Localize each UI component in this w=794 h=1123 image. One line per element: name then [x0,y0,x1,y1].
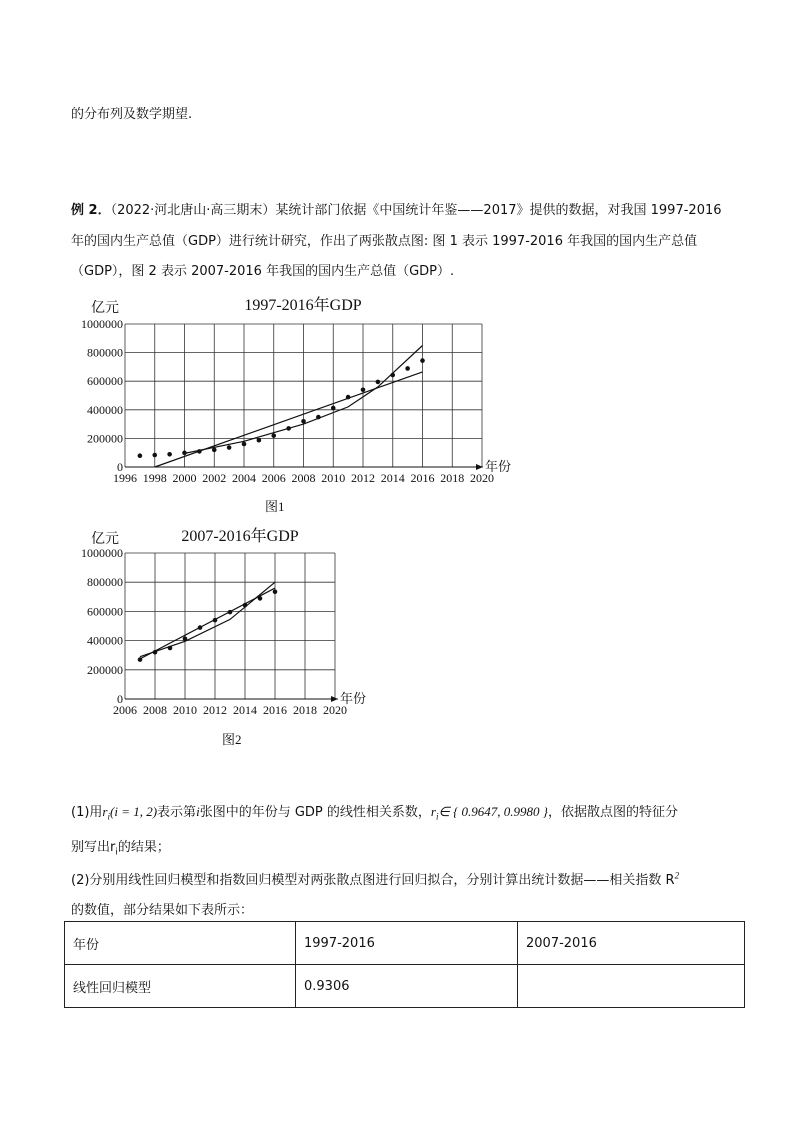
y-tick-label: 800000 [87,575,123,590]
table-cell: 年份 [65,922,296,965]
table-row [65,922,745,965]
q1-text-d: ，依据散点图的特征分 [547,805,678,820]
x-tick-label: 2016 [263,703,287,717]
q1-line2-text: 别写出r [71,840,116,855]
question-2-line-1 [71,869,679,888]
text-line-top: 的分布列及数学期望. [71,107,193,122]
x-tick-label: 2012 [351,471,375,485]
data-point [316,415,321,420]
chart-title: 1997-2016年GDP [244,297,362,314]
results-table [64,921,745,1008]
question-1-line-1 [71,801,678,822]
x-tick-label: 2016 [410,471,435,485]
data-point [242,442,247,447]
data-point [138,453,143,458]
data-point [286,426,291,431]
data-point [243,603,248,608]
y-tick-label: 600000 [87,374,123,389]
y-tick-label: 800000 [87,345,123,360]
y-axis-label: 亿元 [91,532,119,547]
q1-set-values: ∈ { 0.9647, 0.9980 } [438,804,548,819]
x-tick-label: 2006 [113,703,137,717]
table-cell [518,965,745,1008]
y-tick-label: 600000 [87,604,123,619]
q1-sub: i [107,811,110,822]
data-point [376,380,381,385]
data-point [346,395,351,400]
x-tick-label: 2018 [293,703,317,717]
y-tick-label: 400000 [87,402,123,417]
data-point [138,657,143,662]
x-tick-label: 2008 [143,703,167,717]
scatter-chart-1 [60,290,530,495]
x-tick-label: 2014 [380,471,405,485]
x-tick-label: 2020 [470,471,494,485]
data-point [198,625,203,630]
question-2-line-2: 的数值，部分结果如下表所示： [71,903,254,918]
figure-2-caption: 图2 [222,732,242,747]
x-tick-label: 2004 [232,471,256,485]
q1-r2: r [430,804,436,819]
x-tick-label: 2000 [172,471,197,485]
q2-sup: 2 [674,870,680,881]
data-point [331,406,336,411]
q1-text-a: (1)用 [71,805,103,820]
data-point [405,366,410,371]
x-tick-label: 2006 [261,471,286,485]
x-tick-label: 1996 [113,471,137,485]
x-axis-label: 年份 [485,459,512,474]
q1-text-c: 张图中的年份与 GDP 的线性相关系数， [199,805,431,820]
q1-text-b: 表示第 [157,805,197,820]
data-point [420,358,425,363]
x-tick-label: 2018 [440,471,465,485]
data-point [301,419,306,424]
x-tick-label: 2010 [321,471,346,485]
y-tick-label: 400000 [87,633,123,648]
x-tick-label: 1998 [142,471,167,485]
data-point [182,451,187,456]
data-point [390,373,395,378]
x-axis-arrow [331,696,338,702]
table-cell: 0.9306 [296,965,518,1008]
data-point [258,596,263,601]
example-label: 例 2． [71,203,111,218]
y-tick-label: 200000 [87,431,123,446]
chart-title: 2007-2016年GDP [181,528,299,545]
linear-fit-line [155,372,423,467]
question-1-line-2 [71,836,170,858]
data-point [271,433,276,438]
table-cell: 2007-2016 [518,922,745,965]
y-tick-label: 0 [117,692,123,706]
x-tick-label: 2008 [291,471,316,485]
x-tick-label: 2010 [173,703,197,717]
x-tick-label: 2002 [202,471,227,485]
scatter-chart-2 [60,522,367,722]
y-tick-label: 1000000 [81,317,123,331]
q2-text: (2)分别用线性回归模型和指数回归模型对两张散点图进行回归拟合，分别计算出统计数据——相关指数 R [71,873,675,888]
y-tick-label: 1000000 [81,546,123,560]
q1-line2-sub: i [115,847,118,858]
exponential-fit-curve [140,582,275,657]
example-text-1: （2022·河北唐山·高三期末）某统计部门依据《中国统计年鉴——2017》提供的数据，对我国 1997-2016 [110,203,722,218]
q1-r: r [102,804,108,819]
x-axis-label: 年份 [340,691,367,706]
x-tick-label: 2020 [323,703,347,717]
q1-i: i [196,804,200,819]
data-point [167,452,172,457]
y-tick-label: 200000 [87,662,123,677]
data-point [273,589,278,594]
data-point [153,650,158,655]
q1-line2-end: 的结果； [117,840,170,855]
x-tick-label: 2012 [203,703,227,717]
figure-1-caption: 图1 [265,499,285,514]
data-point [361,387,366,392]
x-tick-label: 2014 [233,703,257,717]
table-cell: 线性回归模型 [65,965,296,1008]
data-point [197,449,202,454]
y-tick-label: 0 [117,460,123,474]
y-axis-label: 亿元 [91,301,119,316]
data-point [168,646,173,651]
data-point [213,618,218,623]
table-row [65,965,745,1008]
example-line-2: 年的国内生产总值（GDP）进行统计研究，作出了两张散点图: 图 1 表示 1997-2016 年我国的国内生产总值 [71,234,698,249]
data-point [228,610,233,615]
data-point [227,445,232,450]
q1-set: (i = 1, 2) [110,804,158,819]
example-line-1 [71,199,722,218]
q1-sub-2: i [435,811,439,822]
data-point [183,636,188,641]
data-point [152,453,157,458]
data-point [212,448,217,453]
data-point [257,438,262,443]
table-cell: 1997-2016 [296,922,518,965]
example-line-3: （GDP），图 2 表示 2007-2016 年我国的国内生产总值（GDP）. [71,264,455,279]
